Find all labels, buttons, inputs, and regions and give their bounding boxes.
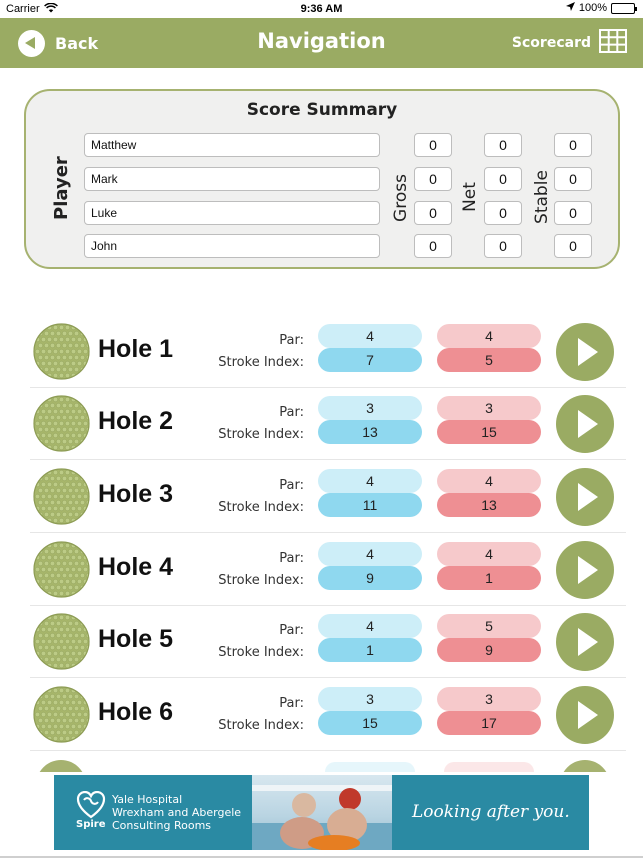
golf-ball-icon [36, 760, 86, 772]
play-arrow-icon[interactable] [556, 323, 614, 381]
stroke-index-label: Stroke Index: [218, 645, 304, 660]
golf-ball-icon [33, 323, 90, 380]
hole-name: Hole 2 [98, 407, 174, 435]
hole-row[interactable] [30, 679, 626, 751]
ad-line: Wrexham and Abergele [112, 806, 242, 819]
par-label: Par: [279, 478, 304, 493]
red-tee-stroke-index: 5 [437, 348, 541, 372]
stroke-index-label: Stroke Index: [218, 427, 304, 442]
gross-score: 0 [414, 133, 452, 157]
score-summary-card [24, 89, 620, 269]
stroke-index-label: Stroke Index: [218, 718, 304, 733]
blue-tee-par: 4 [318, 324, 422, 348]
battery-icon [611, 3, 635, 14]
stable-score: 0 [554, 234, 592, 258]
gross-score: 0 [414, 167, 452, 191]
stable-score: 0 [554, 167, 592, 191]
hole-name: Hole 6 [98, 698, 174, 726]
play-arrow-icon[interactable] [556, 613, 614, 671]
page-title: Navigation [257, 29, 386, 53]
hole-row-partial [30, 758, 626, 772]
player-name-field[interactable]: Mark [84, 167, 380, 191]
ad-text [112, 793, 241, 832]
grid-icon [599, 29, 627, 57]
stable-score: 0 [554, 133, 592, 157]
blue-tee-stroke-index: 7 [318, 348, 422, 372]
battery-percent: 100% [578, 2, 607, 14]
player-name-field[interactable]: Luke [84, 201, 380, 225]
golf-ball-icon [33, 613, 90, 670]
hole-name: Hole 1 [98, 335, 174, 363]
hole-row[interactable] [30, 388, 626, 460]
back-arrow-icon [18, 30, 45, 57]
stroke-index-label: Stroke Index: [218, 500, 304, 515]
blue-tee-par: 4 [318, 469, 422, 493]
par-label: Par: [279, 551, 304, 566]
player-name-field[interactable]: John [84, 234, 380, 258]
red-tee-par: 3 [437, 687, 541, 711]
play-arrow-icon[interactable] [556, 468, 614, 526]
gross-score: 0 [414, 234, 452, 258]
score-summary-title: Score Summary [246, 100, 398, 120]
red-tee-par: 4 [437, 542, 541, 566]
play-arrow-icon[interactable] [556, 686, 614, 744]
ad-line: Consulting Rooms [112, 819, 212, 832]
ad-photo [252, 775, 392, 850]
back-label: Back [55, 34, 99, 53]
red-tee-stroke-index: 15 [437, 420, 541, 444]
par-label: Par: [279, 696, 304, 711]
hole-row[interactable] [30, 461, 626, 533]
par-label: Par: [279, 623, 304, 638]
status-bar [0, 0, 643, 18]
red-tee-stroke-index: 1 [437, 566, 541, 590]
scorecard-button[interactable] [512, 29, 627, 57]
clock-time: 9:36 AM [300, 3, 343, 15]
carrier-label: Carrier [6, 3, 40, 15]
play-arrow-icon[interactable] [556, 395, 614, 453]
golf-ball-icon [33, 541, 90, 598]
red-tee-par: 5 [437, 614, 541, 638]
blue-tee-par: 4 [318, 542, 422, 566]
net-score: 0 [484, 133, 522, 157]
hole-name: Hole 4 [98, 553, 174, 581]
blue-tee-stroke-index: 11 [318, 493, 422, 517]
par-label: Par: [279, 333, 304, 348]
red-tee-par: 4 [437, 469, 541, 493]
ad-line: Yale Hospital [112, 793, 183, 806]
par-label: Par: [279, 405, 304, 420]
stable-score: 0 [554, 201, 592, 225]
blue-tee-stroke-index: 13 [318, 420, 422, 444]
golf-ball-icon [33, 686, 90, 743]
play-arrow-icon[interactable] [556, 541, 614, 599]
red-tee-stroke-index: 9 [437, 638, 541, 662]
golf-ball-icon [33, 468, 90, 525]
hole-name: Hole 3 [98, 480, 174, 508]
gross-column-label: Gross [391, 174, 411, 222]
stroke-index-label: Stroke Index: [218, 573, 304, 588]
battery-indicator [566, 2, 635, 14]
red-tee-par: 4 [437, 324, 541, 348]
stroke-index-label: Stroke Index: [218, 355, 304, 370]
gross-score: 0 [414, 201, 452, 225]
net-column-label: Net [460, 182, 480, 212]
net-score: 0 [484, 167, 522, 191]
net-score: 0 [484, 234, 522, 258]
hole-row[interactable] [30, 534, 626, 606]
red-tee-stroke-index: 13 [437, 493, 541, 517]
hole-name: Hole 5 [98, 625, 174, 653]
red-tee-par: 3 [437, 396, 541, 420]
stable-column-label: Stable [532, 170, 552, 224]
blue-tee-par: 3 [318, 396, 422, 420]
back-button[interactable] [18, 30, 98, 57]
blue-tee-par: 3 [318, 687, 422, 711]
golf-ball-icon [33, 395, 90, 452]
player-name-field[interactable]: Matthew [84, 133, 380, 157]
ad-banner[interactable] [54, 775, 589, 850]
blue-tee-stroke-index: 15 [318, 711, 422, 735]
ad-tagline: Looking after you. [412, 802, 570, 822]
blue-tee-stroke-index: 9 [318, 566, 422, 590]
scorecard-label: Scorecard [511, 35, 591, 51]
blue-tee-par: 4 [318, 614, 422, 638]
player-column-label: Player [51, 156, 72, 220]
hole-row[interactable] [30, 316, 626, 388]
spire-logo-text: Spire [76, 819, 106, 830]
navigation-bar [0, 18, 643, 68]
hole-row[interactable] [30, 606, 626, 678]
play-arrow-icon [560, 760, 610, 772]
red-tee-stroke-index: 17 [437, 711, 541, 735]
blue-tee-stroke-index: 1 [318, 638, 422, 662]
location-arrow-icon [566, 2, 575, 14]
net-score: 0 [484, 201, 522, 225]
